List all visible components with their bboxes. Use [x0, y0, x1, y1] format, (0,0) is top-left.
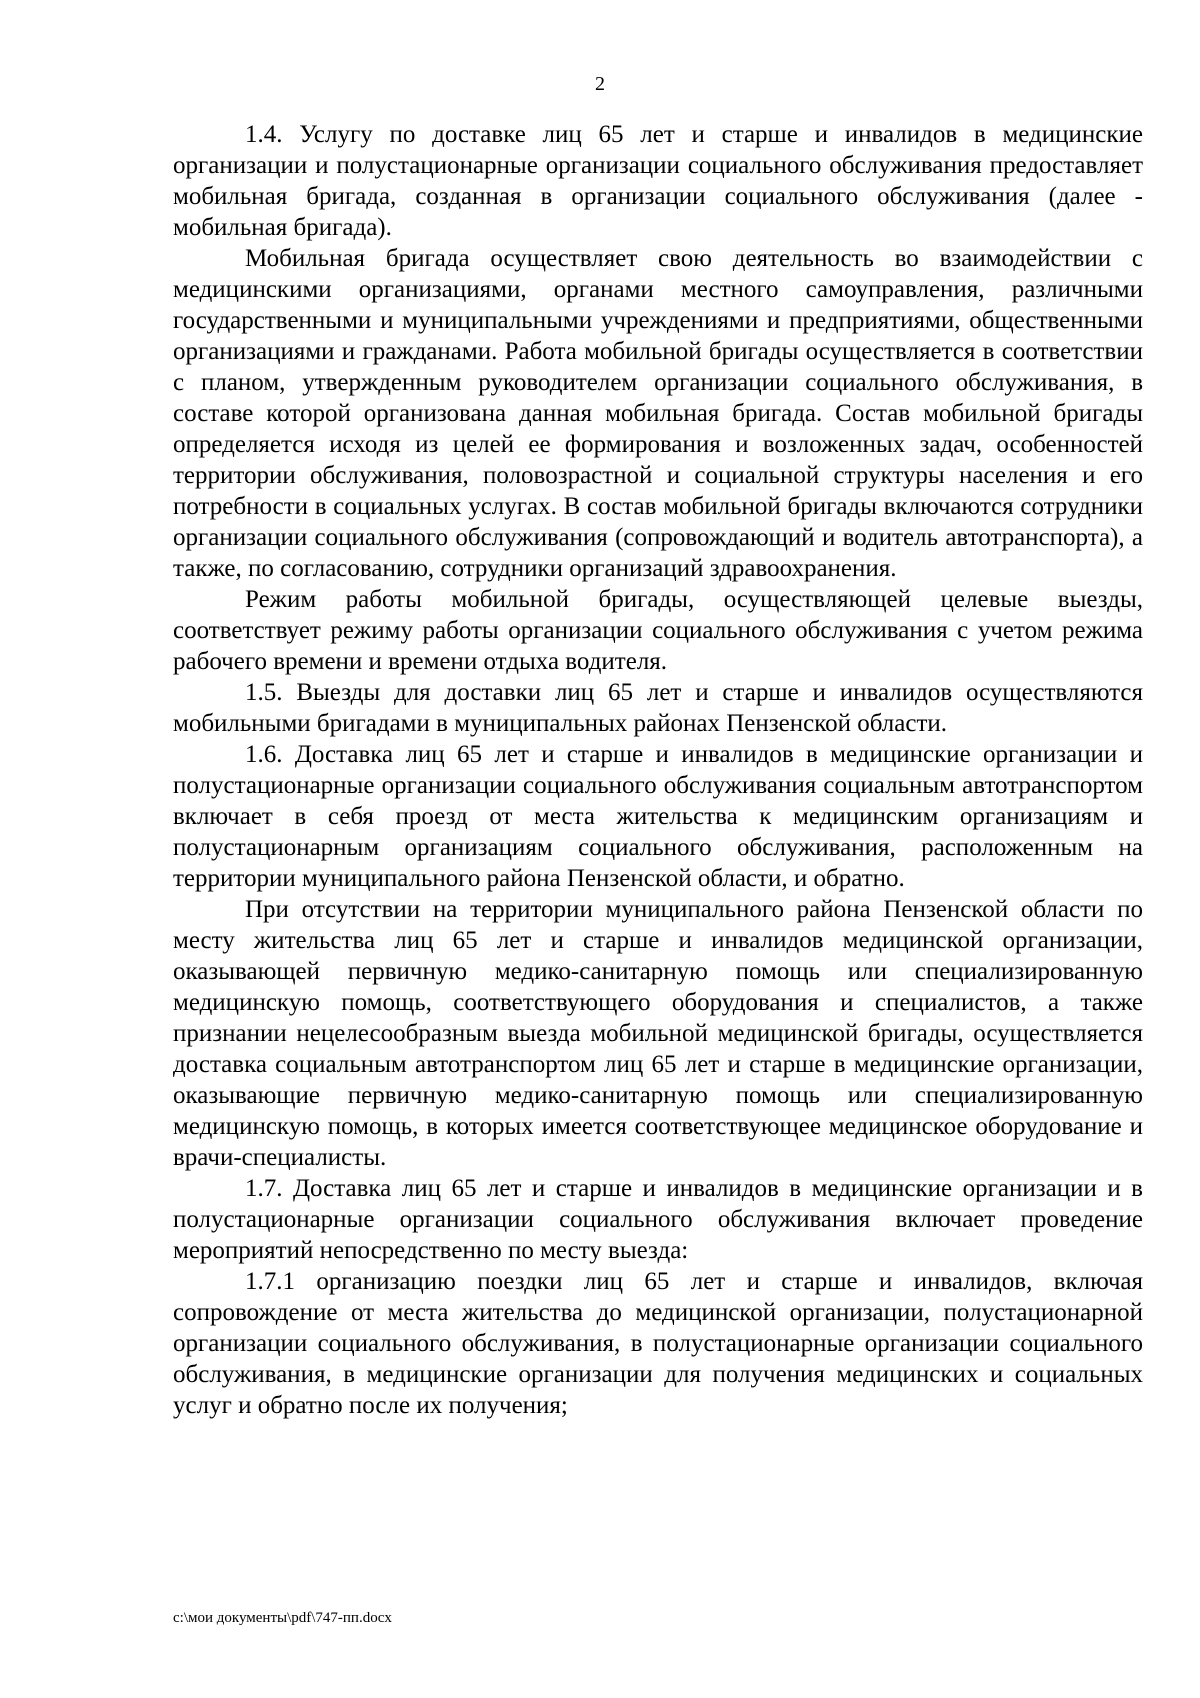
paragraph-work-schedule: Режим работы мобильной бригады, осуществляющей целевые выезды, соответствует режиму работы организации социального обслуживания с учетом режима рабочего времени и времени отдыха водителя. — [173, 586, 1143, 675]
paragraph-1-5: 1.5. Выезды для доставки лиц 65 лет и старше и инвалидов осуществляются мобильными бригадами в муниципальных районах Пензенской области. — [173, 679, 1143, 737]
paragraph-1-4: 1.4. Услугу по доставке лиц 65 лет и старше и инвалидов в медицинские организации и полустационарные организации социального обслуживания предоставляет мобильная бригада, созданная в организации социального обслуживания (далее - мобильная бригада). — [173, 121, 1143, 241]
document-body — [173, 119, 1143, 1421]
paragraph-absence-of-organization: При отсутствии на территории муниципального района Пензенской области по месту жительства лиц 65 лет и старше и инвалидов медицинской организации, оказывающей первичную медико-санитарную помощь или специализированную медицинскую помощь, соответствующего оборудования и специалистов, а также признании нецелесообразным выезда мобильной медицинской бригады, осуществляется доставка социальным автотранспортом лиц 65 лет и старше в медицинские организации, оказывающие первичную медико-санитарную помощь или специализированную медицинскую помощь, в которых имеется соответствующее медицинское оборудование и врачи-специалисты. — [173, 896, 1143, 1171]
page-number: 2 — [595, 73, 605, 95]
paragraph-1-7-1: 1.7.1 организацию поездки лиц 65 лет и старше и инвалидов, включая сопровождение от места жительства до медицинской организации, полустационарной организации социального обслуживания, в полустационарные организации социального обслуживания, в медицинские организации для получения медицинских и социальных услуг и обратно после их получения; — [173, 1268, 1143, 1419]
paragraph-1-6: 1.6. Доставка лиц 65 лет и старше и инвалидов в медицинские организации и полустационарные организации социального обслуживания социальным автотранспортом включает в себя проезд от места жительства к медицинским организациям и полустационарным организациям социального обслуживания, расположенным на территории муниципального района Пензенской области, и обратно. — [173, 741, 1143, 892]
paragraph-1-7: 1.7. Доставка лиц 65 лет и старше и инвалидов в медицинские организации и в полустационарные организации социального обслуживания включает проведение мероприятий непосредственно по месту выезда: — [173, 1175, 1143, 1264]
paragraph-mobile-brigade-cooperation: Мобильная бригада осуществляет свою деятельность во взаимодействии с медицинскими организациями, органами местного самоуправления, различными государственными и муниципальными учреждениями и предприятиями, общественными организациями и гражданами. Работа мобильной бригады осуществляется в соответствии с планом, утвержденным руководителем организации социального обслуживания, в составе которой организована данная мобильная бригада. Состав мобильной бригады определяется исходя из целей ее формирования и возложенных задач, особенностей территории обслуживания, половозрастной и социальной структуры населения и его потребности в социальных услугах. В состав мобильной бригады включаются сотрудники организации социального обслуживания (сопровождающий и водитель автотранспорта), а также, по согласованию, сотрудники организаций здравоохранения. — [173, 245, 1143, 582]
file-path-footer: c:\мои документы\pdf\747-пп.docx — [173, 1610, 392, 1626]
